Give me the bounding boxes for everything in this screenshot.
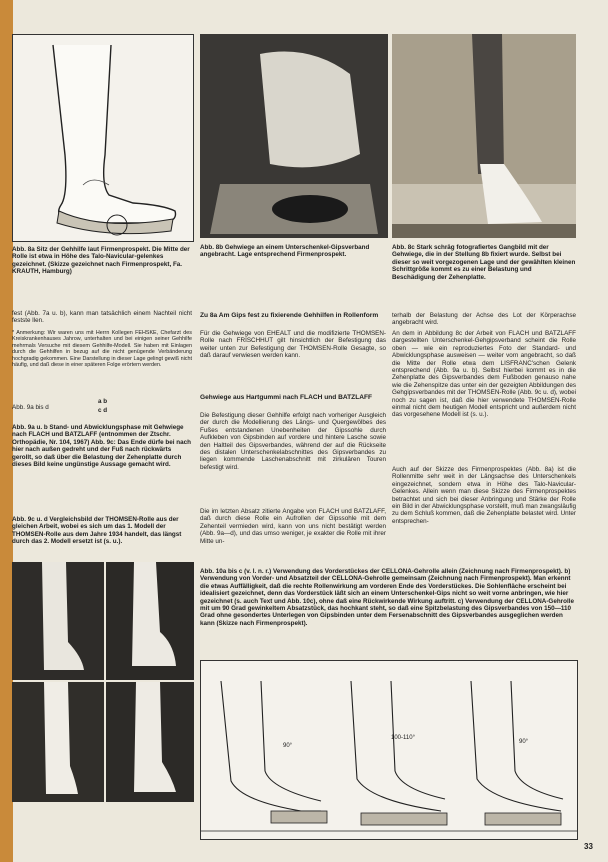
angle-label-b: 100-110°	[391, 735, 415, 741]
figure-9d-photo	[106, 682, 194, 802]
middle-paragraph-3: Die im letzten Absatz zitierte Angabe von FLACH und BATZLAFF, daß durch diese Rolle ein Aufrollen der Gipssohle mit dem Zehenteil vermieden wird, kann von uns nicht bestätigt werden (Abb. 9a—d), und das umso weniger, je exakter die Rolle mit ihrer Mitte un-	[200, 508, 386, 545]
right-paragraph-1: terhalb der Belastung der Achse des Lot der Körperachse angebracht wird.	[392, 312, 576, 327]
formula-label: Abb. 9a bis d	[12, 404, 49, 411]
middle-paragraph-1: Für die Gehwiege von EHEALT und die modifizierte THOMSEN-Rolle nach FRISCHHUT gilt hinsichtlich der Befestigung das weiter unten zur Befestigung der THOMSEN-Rolle Gesagte, so daß darauf verwiesen werden kann.	[200, 330, 386, 360]
figure-8b-photo	[200, 34, 388, 238]
caption-fig-8a: Abb. 8a Sitz der Gehhilfe laut Firmenprospekt. Die Mitte der Rolle ist etwa in Höhe des Talo-Navicular-gelenkes gezeichnet. (Skizze gezeichnet nach Firmenprospekt, Fa. KRAUTH, Hamburg)	[12, 246, 190, 276]
heading-section-8a: Zu 8a Am Gips fest zu fixierende Gehhilfen in Rollenform	[200, 312, 379, 319]
angle-label-c: 90°	[519, 739, 529, 745]
figure-9b-photo	[106, 562, 194, 680]
gait-photo-graphic	[392, 34, 576, 238]
figure-formula	[12, 398, 192, 418]
footnote: * Anmerkung: Wir waren uns mit Herrn Kollegen FEHSKE, Chefarzt des Kreiskrankenhauses Jahrow, unterhalten und bei einigen seiner Gehhilfe mehrmals Versuche mit diesem Gehhilfe-Modell. Sie haben mit Einlagen durch die Gehhilfen in bezug auf die nicht genügende Verbänderung hochgradig gekommen. Eine Darstellung in dieser Lage gelingt gewiß nicht häufig, und daß diese in einer späteren Folge erörtern werden.	[12, 330, 192, 369]
figure-8c-photo	[392, 34, 576, 238]
caption-fig-10: Abb. 10a bis c (v. l. n. r.) Verwendung des Vorderstückes der CELLONA-Gehrolle allein (Zeichnung nach Firmenprospekt). b) Verwendung von Vorder- und Absatzteil der CELLONA-Gehrolle gemeinsam (Zeichnung nach Firmenprospekt). Man erkennt die etwas Auffälligkeit, daß die rechte Rollenwirkung am vorderen Ende des Vorderstückes. Die Sohlenfläche erscheint bei idealisiert gezeichnet, denn das Vorderstück läßt sich an einem Unterschenkel-Gips nicht so weit vorne anbringen, wie hier gezeichnet (s. auch Text und Abb. 10c), ohne daß eine Rückwirkende Wirkung auftritt. c) Verwendung der CELLONA-Gehrolle mit um 90 Grad gewinkeltem Absatzstück, das hochkant steht, so daß eine Spitzbelastung des Gipsverbandes von 150—110 Grad ohne gesondertes Unterlegen von Gipsbinden unter dem Fersenabschnitt des Gipsverbandes ausgeglichen werden kann (Skizze nach Firmenprospekt).	[200, 568, 574, 627]
photo-9b	[106, 562, 194, 680]
caption-fig-8b: Abb. 8b Gehwiege an einem Unterschenkel-Gipsverband angebracht. Lage entsprechend Firmenprospekt.	[200, 244, 370, 259]
figure-8a-drawing	[12, 34, 194, 242]
right-paragraph-3: Auch auf der Skizze des Firmenprospektes (Abb. 8a) ist die Rollenmitte sehr weit in der Längsachse des Unterschenkels eingezeichnet, sondern etwa in Höhe des Talo-Navicular-Gelenkes. Allein wenn man diese Skizze des Firmenprospektes betrachtet und sich bei dieser Anbringung und Stärke der Rolle ein Bild in der Abwicklungsphase vorstellt, muß man zwangsläufig zu dem Schluß kommen, daß die Zehenplatte belastet wird. Unter entsprechen-	[392, 466, 576, 525]
figure-9c-photo	[12, 682, 104, 802]
cast-photo-graphic	[200, 34, 388, 238]
page-number: 33	[584, 842, 593, 851]
caption-fig-9: Abb. 9a u. b Stand- und Abwicklungsphase mit Gehwiege nach FLACH und BATZLAFF (entnommen der Ztschr. Orthopädie, Nr. 104, 1967) Abb. 9c: Das Ende dürfe bei nach hier nach außen gedreht und der Fuß nach rückwärts gerollt, so daß über die Belastung der Zehenplatte durch dieses Bild keine ungünstige Aussage gemacht wird.	[12, 424, 191, 469]
figure-9a-photo	[12, 562, 104, 680]
photo-9a	[12, 562, 104, 680]
caption-fig-8c: Abb. 8c Stark schräg fotografiertes Gangbild mit der Gehwiege, die in der Stellung 8b fixiert wurde. Selbst bei dieser so weit vorgezogenen Lage und der gewählten kleinen Schrittgröße kommt es zu einer Belastung und Beschädigung der Zehenplatte.	[392, 244, 576, 281]
cellona-sketches	[201, 661, 577, 839]
right-paragraph-2: An dem in Abbildung 8c der Arbeit von FLACH und BATZLAFF dargestellten Unterschenkel-Gehgipsverband scheint die Rolle oben — wie ein reproduziertes Foto der Standard- und Abwicklungsphase ausweisen — weiter vorn angebracht, so daß die Mitte der Rolle etwa dem LISFRANC'schen Gelenk entsprechend (Abb. 9a u. b). Selbst hierbei kommt es in die Zehenplatte des Gipsverbandes dem Fußboden genauso nahe wie die Zehenspitze das unter ein der gezeigten Abbildungen des Gehgipsverbandes mit der THOMSEN-Rolle (Abb. 9c u. d), wobei noch zu sagen ist, daß die hier verwendete THOMSEN-Rolle einmal nicht dem heutigen Modell entspricht und außerdem nicht das vorgesehene Modell ist (s. u.).	[392, 330, 576, 419]
middle-paragraph-2: Die Befestigung dieser Gehhilfe erfolgt nach vorheriger Ausgleich der durch die Modellierung des Längs- und Quergewölbes des Fußes entstandenen Unebenheiten der Gipssohle durch Aufkleben von Gipsbinden auf vordere und hintere Lasche sowie den Haltteil des Gipsverbandes, während der auf die Rückseite des distalen Unterschenkelabschnittes des Gipsverbandes zu liegen kommende Laschenabschnitt mit zirkulären Touren befestigt wird.	[200, 412, 386, 471]
foot-cast-sketch	[13, 35, 193, 241]
photo-9d	[106, 682, 194, 802]
left-paragraph: fest (Abb. 7a u. b), kann man tatsächlich einem Nachteil nicht festste llen.	[12, 310, 192, 325]
caption-fig-9cd: Abb. 9c u. d Vergleichsbild der THOMSEN-Rolle aus der gleichen Arbeit, wobei es sich um das 1. Modell der THOMSEN-Rolle aus dem Jahre 1934 handelt, das längst durch das 2. Modell ersetzt ist (s. u.).	[12, 516, 182, 546]
heading-gehwiege: Gehwiege aus Hartgummi nach FLACH und BATZLAFF	[200, 394, 373, 401]
formula-top: a b	[98, 398, 108, 405]
figure-10-drawings	[200, 660, 578, 840]
photo-9c	[12, 682, 104, 802]
formula-bottom: c d	[98, 407, 108, 414]
angle-label-a: 90°	[283, 743, 293, 749]
